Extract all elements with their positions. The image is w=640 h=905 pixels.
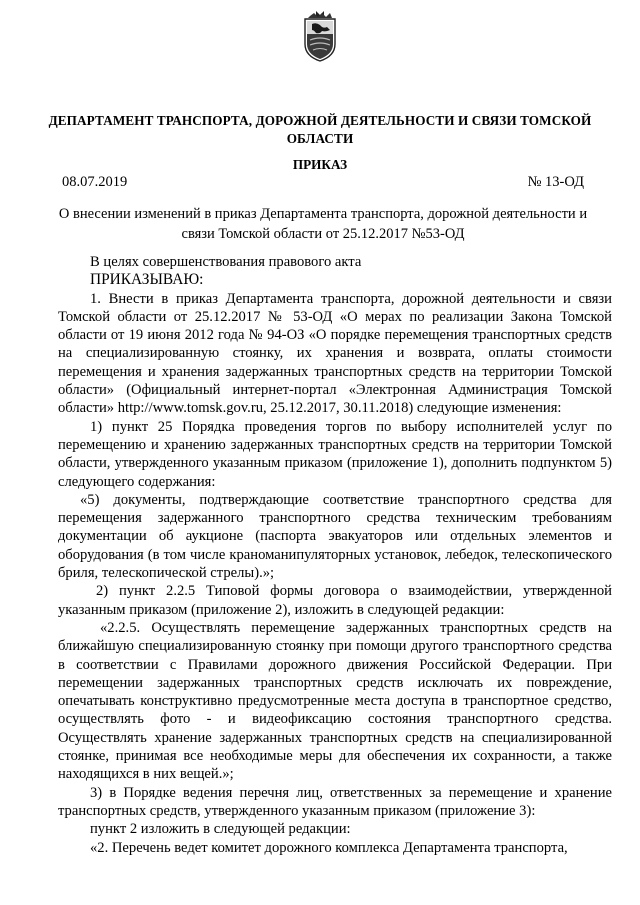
clause-1-1: 1) пункт 25 Порядка проведения торгов по выбору исполнителей услуг по перемещению и хранению задержанных транспортных средств на территории Томской области, утвержденного указанным приказом (приложение 1), дополнить подпунктом 5) следующего содержания: bbox=[58, 418, 612, 490]
order-number: № 13-ОД bbox=[527, 174, 584, 190]
clause-1-1-quote: «5) документы, подтверждающие соответствие транспортного средства для перемещения задержанного транспортного средства техническим требованиям документации об аукционе (паспорта эвакуаторов или отдельных элементов и оборудования (в том числе краноманипуляторных установок, лебедок, телескопического бриля, телескопической стрелы).»; bbox=[58, 491, 612, 582]
order-date: 08.07.2019 bbox=[62, 174, 128, 190]
clause-1: 1. Внести в приказ Департамента транспорта, дорожной деятельности и связи Томской области от 25.12.2017 № 53-ОД «О мерах по реализации Закона Томской области от 19 июня 2012 года № 94-ОЗ «О порядке перемещения транспортных средств на специализированную стоянку, их хранения и возврата, оплаты стоимости перемещения и хранения задержанных транспортных средств на территории Томской области» (Официальный интернет-портал «Электронная Администрация Томской области» http://www.tomsk.gov.ru, 25.12.2017, 30.11.2018) следующие изменения: bbox=[58, 290, 612, 417]
preamble: В целях совершенствования правового акта bbox=[90, 254, 362, 270]
clause-1-2: 2) пункт 2.2.5 Типовой формы договора о взаимодействии, утвержденной указанным приказом (приложение 2), изложить в следующей редакции: bbox=[58, 583, 612, 618]
clause-1-3-quote: «2. Перечень ведет комитет дорожного комплекса Департамента транспорта, bbox=[90, 839, 568, 856]
clause-1-3: 3) в Порядке ведения перечня лиц, ответственных за перемещение и хранение транспортных средств, утвержденного указанным приказом (приложение 3): bbox=[58, 784, 612, 819]
document-type-title: ПРИКАЗ bbox=[292, 157, 348, 172]
department-name: ДЕПАРТАМЕНТ ТРАНСПОРТА, ДОРОЖНОЙ ДЕЯТЕЛЬНОСТИ И СВЯЗИ ТОМСКОЙ ОБЛАСТИ bbox=[48, 113, 592, 146]
clause-1-2-quote: «2.2.5. Осуществлять перемещение задержанных транспортных средств на ближайшую специализированную стоянку при помощи другого транспортного средства в соответствии с Правилами дорожного движения Российской Федерации. При перемещении задержанных транспортных средств исключать их повреждение, опечатывать конструктивно предусмотренные места доступа в транспортное средство, осуществлять фото - и видеофиксацию состояния транспортного средства. Осуществлять хранение задержанных транспортных средств на специализированной стоянке, принимая все необходимые меры для обеспечения их сохранности, а также находящихся в них вещей.»; bbox=[58, 619, 612, 783]
clause-1-3-a: пункт 2 изложить в следующей редакции: bbox=[90, 821, 351, 838]
order-directive: ПРИКАЗЫВАЮ: bbox=[90, 271, 204, 289]
coat-of-arms-icon bbox=[302, 10, 338, 62]
order-body bbox=[58, 253, 612, 857]
order-subject: О внесении изменений в приказ Департамента транспорта, дорожной деятельности и связи Томской области от 25.12.2017 №53-ОД bbox=[58, 206, 588, 242]
